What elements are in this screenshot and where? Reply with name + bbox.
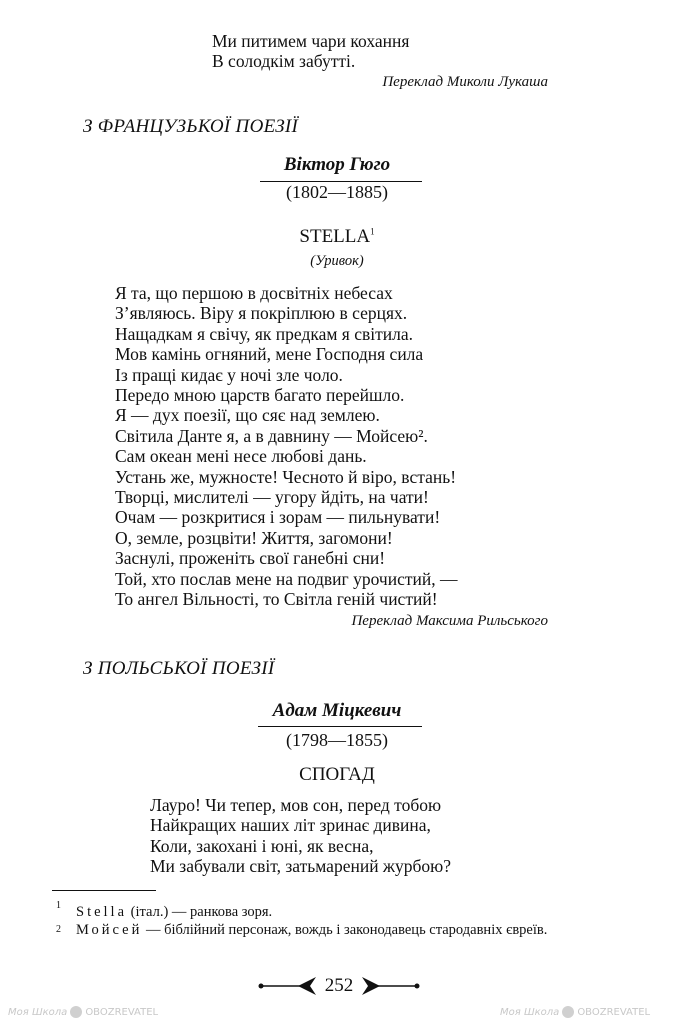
verse-line: В солодкім забутті. — [212, 51, 356, 72]
watermark-brand: OBOZREVATEL — [577, 1007, 651, 1018]
watermark — [8, 1006, 158, 1020]
translator-credit: Переклад Максима Рильського — [351, 613, 548, 629]
verse-line: Той, хто послав мене на подвиг урочистий, — — [115, 568, 458, 589]
footnote-term: Мойсей — [76, 922, 143, 938]
section-heading: З ПОЛЬСЬКОЇ ПОЕЗІЇ — [83, 658, 275, 679]
footnote-mark: 2 — [56, 924, 61, 935]
poem-french — [115, 283, 457, 610]
verse-line: О, земле, розцвіти! Життя, загомони! — [115, 527, 393, 548]
page-number: 252 — [324, 975, 354, 996]
poem-polish — [150, 795, 451, 877]
footnote-1 — [56, 900, 626, 921]
watermark — [500, 1006, 650, 1020]
poem-title — [0, 226, 674, 248]
section-heading: З ФРАНЦУЗЬКОЇ ПОЕЗІЇ — [83, 116, 299, 137]
prev-poem — [212, 31, 409, 72]
footnotes — [56, 900, 626, 939]
verse-line: Із пращі кидає у ночі зле чоло. — [115, 364, 343, 385]
author-name: Віктор Гюго — [283, 154, 391, 175]
watermark-brand: OBOZREVATEL — [85, 1007, 159, 1018]
author-dates: (1802—1885) — [286, 182, 388, 202]
verse-line: Творці, мислителі — угору йдіть, на чати! — [115, 487, 429, 508]
verse-line: Сам океан мені несе любові дань. — [115, 446, 367, 467]
footnote-ref: 1 — [370, 226, 375, 237]
verse-line: Найкращих наших літ зринає дивина, — [150, 815, 431, 836]
poem-title-text: STELLA — [299, 226, 371, 247]
verse-line: Ми забували світ, затьмарений журбою? — [150, 856, 452, 877]
poem-title: СПОГАД — [299, 764, 375, 785]
verse-line: Заснулі, проженіть свої ганебні сни! — [115, 548, 386, 569]
verse-line: Устань же, мужносте! Чесното й віро, встань! — [115, 466, 457, 487]
verse-line: Нащадкам я свічу, як предкам я світила. — [115, 323, 414, 344]
verse-line: Ми питимем чари кохання — [212, 31, 410, 51]
poem-subtitle: (Уривок) — [310, 253, 364, 269]
verse-line: Я — дух поезії, що сяє над землею. — [115, 405, 380, 426]
watermark-brand: Моя Школа — [8, 1007, 68, 1018]
verse-line: Лауро! Чи тепер, мов сон, перед тобою — [150, 795, 442, 815]
watermark-brand: Моя Школа — [500, 1007, 560, 1018]
footnote-term: Stella — [76, 904, 128, 920]
footnote-mark: 1 — [56, 900, 61, 911]
verse-line: Очам — розкритися і зорам — пильнувати! — [115, 507, 441, 528]
verse-line: Мов камінь огняний, мене Господня сила — [115, 344, 424, 365]
verse-line: Передо мною царств багато перейшло. — [115, 385, 405, 406]
verse-line: З’являюсь. Віру я покріплюю в серцях. — [115, 303, 408, 324]
author-dates: (1798—1855) — [286, 730, 388, 750]
watermark-logo-icon — [70, 1006, 82, 1018]
author-name: Адам Міцкевич — [272, 700, 402, 721]
verse-line: Я та, що першою в досвітніх небесах — [115, 283, 393, 303]
translator-credit: Переклад Миколи Лукаша — [382, 74, 548, 90]
footnote-text: (італ.) — ранкова зоря. — [127, 904, 273, 920]
footnote-text: — біблійний персонаж, вождь і законодавець стародавніх євреїв. — [142, 922, 548, 938]
page-number-ornament — [258, 975, 420, 997]
verse-line: Світила Данте я, а в давнину — Мойсею². — [115, 425, 428, 446]
footnote-2 — [56, 921, 626, 939]
author-underline — [258, 726, 422, 727]
watermark-logo-icon — [562, 1006, 574, 1018]
verse-line: Коли, закохані і юні, як весна, — [150, 835, 374, 856]
footnote-rule — [52, 890, 156, 891]
verse-line: То ангел Вільності, то Світла геній чистий! — [115, 589, 438, 610]
